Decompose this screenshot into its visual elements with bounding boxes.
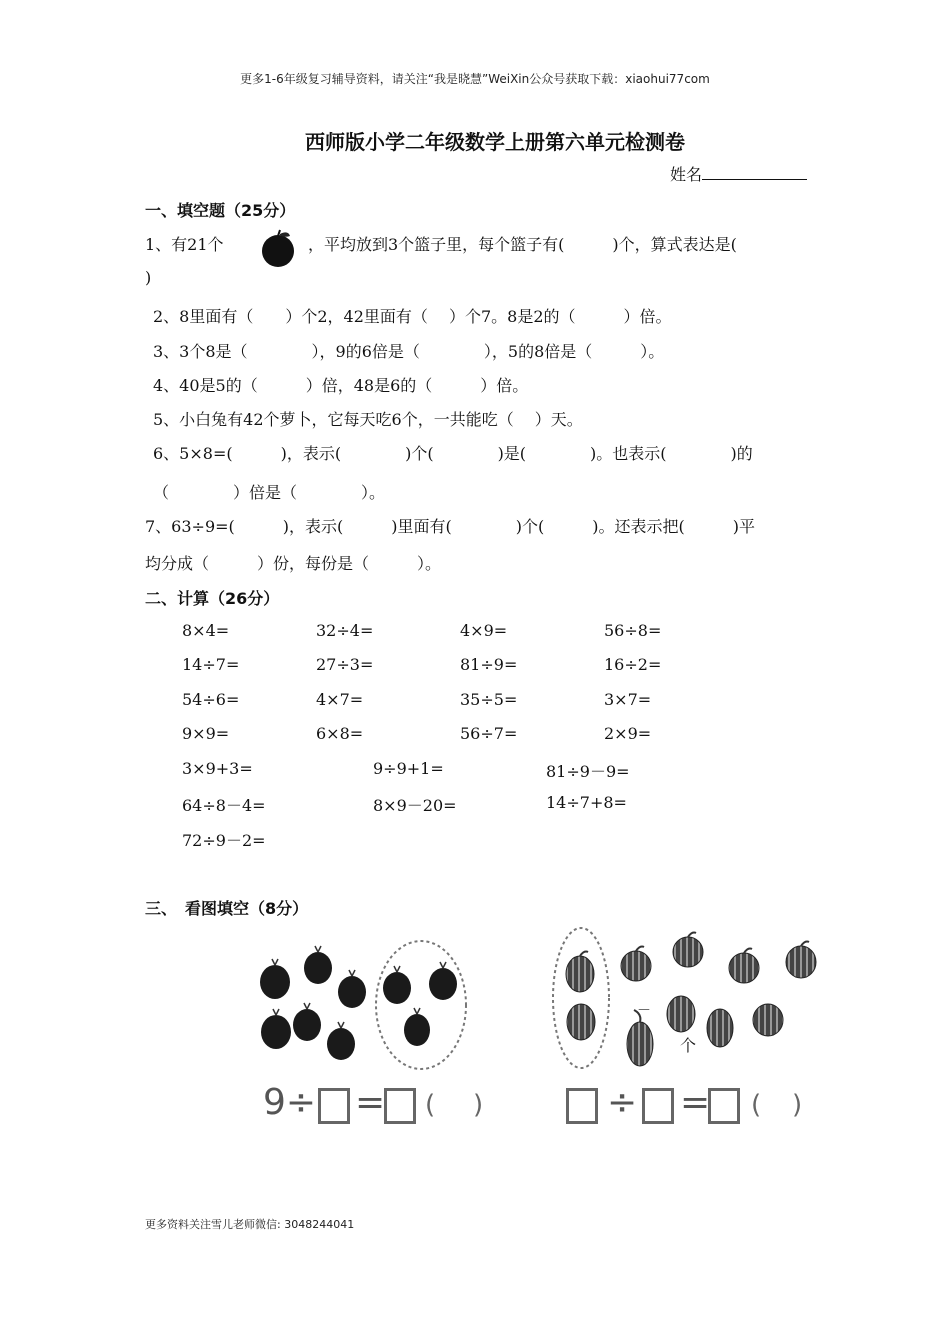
calc-item: 56÷7=	[460, 724, 518, 743]
q7-line2: 均分成（ ）份，每份是（ ）。	[145, 554, 442, 573]
q1-part1: 1、有21个	[145, 235, 224, 254]
calc-item: 4×7=	[316, 690, 364, 709]
calc-item: 64÷8－4=	[182, 796, 266, 815]
calc-item: 32÷4=	[316, 621, 374, 640]
section1-heading: 一、填空题（25分）	[145, 201, 296, 220]
calc-item: 4×9=	[460, 621, 508, 640]
calc-item: 6×8=	[316, 724, 364, 743]
q1-part3: )	[145, 268, 152, 287]
paren-close: )	[792, 1090, 803, 1120]
unit-label: 个	[680, 1036, 697, 1055]
paren-open: (	[425, 1090, 436, 1120]
calc-item: 3×7=	[604, 690, 652, 709]
answer-box[interactable]	[566, 1088, 598, 1124]
calc-item: 81÷9－9=	[546, 762, 630, 781]
name-label: 姓名	[670, 165, 703, 184]
calc-item: 2×9=	[604, 724, 652, 743]
q6-line1: 6、5×8=( )，表示( )个( )是( )。也表示( )的	[153, 444, 753, 463]
answer-box[interactable]	[642, 1088, 674, 1124]
calc-item: 8×4=	[182, 621, 230, 640]
calc-item: 14÷7=	[182, 655, 240, 674]
fruit-group-left	[245, 930, 470, 1070]
left-eq-number: 9÷	[263, 1082, 317, 1123]
q5: 5、小白兔有42个萝卜，它每天吃6个，一共能吃（ ）天。	[153, 410, 583, 429]
calc-item: 16÷2=	[604, 655, 662, 674]
apple-icon	[258, 228, 298, 270]
divide-sign: ÷	[607, 1082, 638, 1123]
dash-mark: －	[637, 1003, 651, 1019]
q6-line2: （ ）倍是（ ）。	[153, 483, 386, 502]
calc-item: 3×9+3=	[182, 759, 253, 778]
name-blank[interactable]	[702, 165, 807, 180]
q3: 3、3个8是（ ），9的6倍是（ ），5的8倍是（ ）。	[153, 342, 665, 361]
header-note: 更多1-6年级复习辅导资料，请关注“我是晓慧”WeiXin公众号获取下载：xiaohui77com	[240, 72, 710, 86]
answer-box[interactable]	[708, 1088, 740, 1124]
answer-box[interactable]	[384, 1088, 416, 1124]
equals-sign: =	[355, 1082, 386, 1123]
footer-note: 更多资料关注雪儿老师微信: 3048244041	[145, 1218, 355, 1231]
equals-sign: =	[680, 1082, 711, 1123]
calc-item: 54÷6=	[182, 690, 240, 709]
calc-item: 56÷8=	[604, 621, 662, 640]
q4: 4、40是5的（ ）倍，48是6的（ ）倍。	[153, 376, 529, 395]
calc-item: 8×9－20=	[373, 796, 457, 815]
q7-line1: 7、63÷9=( )，表示( )里面有( )个( )。还表示把( )平	[145, 517, 755, 536]
section3-heading: 三、 看图填空（8分）	[145, 899, 309, 918]
name-field[interactable]	[670, 162, 807, 185]
calc-item: 72÷9－2=	[182, 831, 266, 850]
answer-box[interactable]	[318, 1088, 350, 1124]
page-title: 西师版小学二年级数学上册第六单元检测卷	[305, 130, 685, 154]
q2: 2、8里面有（ ）个2，42里面有（ ）个7。8是2的（ ）倍。	[153, 307, 672, 326]
paren-close: )	[473, 1090, 484, 1120]
calc-item: 27÷3=	[316, 655, 374, 674]
calc-item: 81÷9=	[460, 655, 518, 674]
q1-part2: ，平均放到3个篮子里，每个篮子有( )个，算式表达是(	[308, 235, 737, 254]
calc-item: 14÷7+8=	[546, 793, 627, 812]
calc-item: 9÷9+1=	[373, 759, 444, 778]
calc-item: 9×9=	[182, 724, 230, 743]
section2-heading: 二、计算（26分）	[145, 589, 280, 608]
paren-open: (	[751, 1090, 762, 1120]
calc-item: 35÷5=	[460, 690, 518, 709]
